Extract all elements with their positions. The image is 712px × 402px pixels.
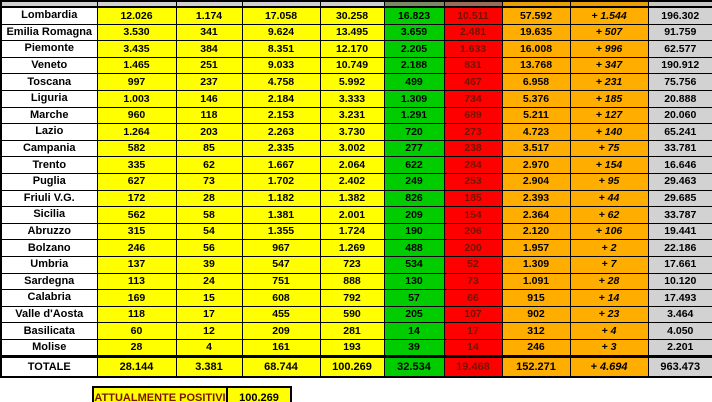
- table-row: [1, 41, 712, 58]
- value-cell: 627: [97, 173, 176, 190]
- value-cell: 1.309: [384, 90, 444, 107]
- totals-row: [1, 357, 712, 378]
- table-row: [1, 306, 712, 323]
- summary-label: ATTUALMENTE POSITIVI: [94, 388, 228, 402]
- value-cell: 1.264: [97, 124, 176, 141]
- value-cell: + 14: [570, 290, 648, 307]
- value-cell: 547: [242, 256, 320, 273]
- value-cell: + 75: [570, 140, 648, 157]
- value-cell: 62: [176, 157, 242, 174]
- value-cell: 12.026: [97, 7, 176, 24]
- value-cell: 2.904: [502, 173, 570, 190]
- value-cell: 2.402: [320, 173, 384, 190]
- value-cell: 17.661: [648, 256, 712, 273]
- value-cell: 1.269: [320, 240, 384, 257]
- value-cell: 65.241: [648, 124, 712, 141]
- value-cell: 29.685: [648, 190, 712, 207]
- value-cell: 73: [176, 173, 242, 190]
- value-cell: 237: [176, 74, 242, 91]
- region-cell: Campania: [1, 140, 97, 157]
- value-cell: 1.382: [320, 190, 384, 207]
- value-cell: 253: [444, 173, 502, 190]
- value-cell: 2.970: [502, 157, 570, 174]
- value-cell: 85: [176, 140, 242, 157]
- value-cell: 335: [97, 157, 176, 174]
- value-cell: + 140: [570, 124, 648, 141]
- value-cell: 312: [502, 323, 570, 340]
- value-cell: 4.723: [502, 124, 570, 141]
- region-cell: Toscana: [1, 74, 97, 91]
- value-cell: 16.823: [384, 7, 444, 24]
- value-cell: 19.468: [444, 357, 502, 378]
- value-cell: 902: [502, 306, 570, 323]
- value-cell: 3.517: [502, 140, 570, 157]
- value-cell: 4.050: [648, 323, 712, 340]
- value-cell: 3.435: [97, 41, 176, 58]
- value-cell: 200: [444, 240, 502, 257]
- value-cell: 15: [176, 290, 242, 307]
- value-cell: 3.659: [384, 24, 444, 41]
- region-cell: Bolzano: [1, 240, 97, 257]
- value-cell: 33.781: [648, 140, 712, 157]
- region-cell: Puglia: [1, 173, 97, 190]
- value-cell: 826: [384, 190, 444, 207]
- value-cell: 73: [444, 273, 502, 290]
- value-cell: 249: [384, 173, 444, 190]
- value-cell: 2.364: [502, 207, 570, 224]
- table-row: [1, 273, 712, 290]
- region-cell: Marche: [1, 107, 97, 124]
- value-cell: 3.231: [320, 107, 384, 124]
- value-cell: 2.335: [242, 140, 320, 157]
- value-cell: + 28: [570, 273, 648, 290]
- value-cell: 28: [176, 190, 242, 207]
- value-cell: 190.912: [648, 57, 712, 74]
- region-cell: Sicilia: [1, 207, 97, 224]
- table-row: [1, 157, 712, 174]
- value-cell: 39: [176, 256, 242, 273]
- table-row: [1, 323, 712, 340]
- value-cell: 2.064: [320, 157, 384, 174]
- value-cell: 57.592: [502, 7, 570, 24]
- value-cell: 590: [320, 306, 384, 323]
- value-cell: 17.493: [648, 290, 712, 307]
- table-row: [1, 223, 712, 240]
- value-cell: 246: [97, 240, 176, 257]
- value-cell: 1.633: [444, 41, 502, 58]
- value-cell: 792: [320, 290, 384, 307]
- value-cell: 17.058: [242, 7, 320, 24]
- value-cell: 1.957: [502, 240, 570, 257]
- value-cell: 3.333: [320, 90, 384, 107]
- value-cell: 203: [176, 124, 242, 141]
- value-cell: 455: [242, 306, 320, 323]
- value-cell: + 4.694: [570, 357, 648, 378]
- value-cell: 734: [444, 90, 502, 107]
- value-cell: 154: [444, 207, 502, 224]
- value-cell: 52: [444, 256, 502, 273]
- value-cell: 17: [176, 306, 242, 323]
- value-cell: 209: [384, 207, 444, 224]
- value-cell: + 185: [570, 90, 648, 107]
- value-cell: 582: [97, 140, 176, 157]
- region-cell: Umbria: [1, 256, 97, 273]
- value-cell: 169: [97, 290, 176, 307]
- value-cell: 3.730: [320, 124, 384, 141]
- value-cell: 341: [176, 24, 242, 41]
- value-cell: 20.060: [648, 107, 712, 124]
- value-cell: 608: [242, 290, 320, 307]
- value-cell: 57: [384, 290, 444, 307]
- value-cell: 152.271: [502, 357, 570, 378]
- value-cell: + 1.544: [570, 7, 648, 24]
- table-row: [1, 256, 712, 273]
- value-cell: 3.530: [97, 24, 176, 41]
- value-cell: 622: [384, 157, 444, 174]
- table-row: [1, 190, 712, 207]
- value-cell: 499: [384, 74, 444, 91]
- value-cell: 10.749: [320, 57, 384, 74]
- region-cell: Calabria: [1, 290, 97, 307]
- value-cell: 251: [176, 57, 242, 74]
- value-cell: 689: [444, 107, 502, 124]
- value-cell: 562: [97, 207, 176, 224]
- value-cell: 1.309: [502, 256, 570, 273]
- table-row: [1, 173, 712, 190]
- value-cell: 56: [176, 240, 242, 257]
- table-row: [1, 74, 712, 91]
- value-cell: 2.184: [242, 90, 320, 107]
- value-cell: 1.465: [97, 57, 176, 74]
- value-cell: + 4: [570, 323, 648, 340]
- value-cell: 960: [97, 107, 176, 124]
- value-cell: 281: [320, 323, 384, 340]
- value-cell: 488: [384, 240, 444, 257]
- value-cell: 1.381: [242, 207, 320, 224]
- value-cell: 4: [176, 339, 242, 357]
- region-cell: Sardegna: [1, 273, 97, 290]
- region-cell: Lazio: [1, 124, 97, 141]
- value-cell: 91.759: [648, 24, 712, 41]
- table-row: [1, 124, 712, 141]
- value-cell: 534: [384, 256, 444, 273]
- value-cell: 19.441: [648, 223, 712, 240]
- value-cell: 2.188: [384, 57, 444, 74]
- value-cell: 1.667: [242, 157, 320, 174]
- value-cell: 185: [444, 190, 502, 207]
- value-cell: 1.003: [97, 90, 176, 107]
- value-cell: 284: [444, 157, 502, 174]
- value-cell: 5.992: [320, 74, 384, 91]
- value-cell: 66: [444, 290, 502, 307]
- region-cell: Lombardia: [1, 7, 97, 24]
- value-cell: 118: [97, 306, 176, 323]
- value-cell: 10.511: [444, 7, 502, 24]
- value-cell: 60: [97, 323, 176, 340]
- value-cell: 963.473: [648, 357, 712, 378]
- value-cell: 146: [176, 90, 242, 107]
- value-cell: 1.182: [242, 190, 320, 207]
- region-cell: Emilia Romagna: [1, 24, 97, 41]
- value-cell: 3.002: [320, 140, 384, 157]
- value-cell: 130: [384, 273, 444, 290]
- value-cell: 831: [444, 57, 502, 74]
- table-row: [1, 290, 712, 307]
- table-row: [1, 207, 712, 224]
- value-cell: 723: [320, 256, 384, 273]
- value-cell: 2.393: [502, 190, 570, 207]
- attualmente-positivi-box: [92, 386, 292, 402]
- value-cell: 5.211: [502, 107, 570, 124]
- value-cell: 30.258: [320, 7, 384, 24]
- table-row: [1, 339, 712, 357]
- value-cell: 17: [444, 323, 502, 340]
- value-cell: 2.153: [242, 107, 320, 124]
- value-cell: 28.144: [97, 357, 176, 378]
- value-cell: 58: [176, 207, 242, 224]
- value-cell: 1.291: [384, 107, 444, 124]
- value-cell: 100.269: [320, 357, 384, 378]
- region-cell: Veneto: [1, 57, 97, 74]
- value-cell: 315: [97, 223, 176, 240]
- value-cell: 39: [384, 339, 444, 357]
- value-cell: 22.186: [648, 240, 712, 257]
- value-cell: 2.001: [320, 207, 384, 224]
- value-cell: + 106: [570, 223, 648, 240]
- value-cell: 29.463: [648, 173, 712, 190]
- value-cell: 68.744: [242, 357, 320, 378]
- value-cell: + 95: [570, 173, 648, 190]
- value-cell: 10.120: [648, 273, 712, 290]
- value-cell: 14: [444, 339, 502, 357]
- value-cell: 720: [384, 124, 444, 141]
- region-cell: Trento: [1, 157, 97, 174]
- value-cell: 3.464: [648, 306, 712, 323]
- value-cell: 14: [384, 323, 444, 340]
- value-cell: 9.033: [242, 57, 320, 74]
- value-cell: 9.624: [242, 24, 320, 41]
- value-cell: 205: [384, 306, 444, 323]
- value-cell: 62.577: [648, 41, 712, 58]
- value-cell: 190: [384, 223, 444, 240]
- value-cell: 28: [97, 339, 176, 357]
- value-cell: 1.174: [176, 7, 242, 24]
- value-cell: 137: [97, 256, 176, 273]
- value-cell: 384: [176, 41, 242, 58]
- value-cell: 5.376: [502, 90, 570, 107]
- value-cell: 16.008: [502, 41, 570, 58]
- value-cell: 24: [176, 273, 242, 290]
- region-cell: Liguria: [1, 90, 97, 107]
- value-cell: 33.787: [648, 207, 712, 224]
- value-cell: + 23: [570, 306, 648, 323]
- region-cell: Valle d'Aosta: [1, 306, 97, 323]
- summary-value: 100.269: [228, 388, 290, 402]
- value-cell: 161: [242, 339, 320, 357]
- value-cell: 12: [176, 323, 242, 340]
- table-row: [1, 240, 712, 257]
- value-cell: 13.495: [320, 24, 384, 41]
- table-row: [1, 107, 712, 124]
- value-cell: 13.768: [502, 57, 570, 74]
- value-cell: 172: [97, 190, 176, 207]
- value-cell: 3.381: [176, 357, 242, 378]
- value-cell: 118: [176, 107, 242, 124]
- value-cell: 1.724: [320, 223, 384, 240]
- value-cell: 196.302: [648, 7, 712, 24]
- value-cell: 206: [444, 223, 502, 240]
- value-cell: 751: [242, 273, 320, 290]
- value-cell: + 127: [570, 107, 648, 124]
- value-cell: 1.355: [242, 223, 320, 240]
- value-cell: + 996: [570, 41, 648, 58]
- value-cell: 888: [320, 273, 384, 290]
- region-cell: Basilicata: [1, 323, 97, 340]
- value-cell: 32.534: [384, 357, 444, 378]
- table-row: [1, 90, 712, 107]
- value-cell: 6.958: [502, 74, 570, 91]
- value-cell: + 347: [570, 57, 648, 74]
- value-cell: 209: [242, 323, 320, 340]
- value-cell: 2.201: [648, 339, 712, 357]
- value-cell: + 231: [570, 74, 648, 91]
- value-cell: 4.758: [242, 74, 320, 91]
- value-cell: + 507: [570, 24, 648, 41]
- value-cell: 19.635: [502, 24, 570, 41]
- value-cell: 16.646: [648, 157, 712, 174]
- table-row: [1, 140, 712, 157]
- value-cell: + 154: [570, 157, 648, 174]
- value-cell: 2.120: [502, 223, 570, 240]
- value-cell: 238: [444, 140, 502, 157]
- value-cell: + 3: [570, 339, 648, 357]
- value-cell: 1.702: [242, 173, 320, 190]
- value-cell: 2.481: [444, 24, 502, 41]
- value-cell: + 44: [570, 190, 648, 207]
- value-cell: 467: [444, 74, 502, 91]
- region-cell: Friuli V.G.: [1, 190, 97, 207]
- value-cell: 915: [502, 290, 570, 307]
- value-cell: 2.205: [384, 41, 444, 58]
- value-cell: + 7: [570, 256, 648, 273]
- value-cell: 113: [97, 273, 176, 290]
- value-cell: 12.170: [320, 41, 384, 58]
- table-row: [1, 24, 712, 41]
- value-cell: 246: [502, 339, 570, 357]
- region-cell: TOTALE: [1, 357, 97, 378]
- value-cell: 1.091: [502, 273, 570, 290]
- value-cell: 277: [384, 140, 444, 157]
- value-cell: 20.888: [648, 90, 712, 107]
- value-cell: 54: [176, 223, 242, 240]
- value-cell: + 62: [570, 207, 648, 224]
- table-row: [1, 57, 712, 74]
- region-cell: Molise: [1, 339, 97, 357]
- value-cell: 193: [320, 339, 384, 357]
- region-cell: Piemonte: [1, 41, 97, 58]
- value-cell: 8.351: [242, 41, 320, 58]
- table-row: [1, 7, 712, 24]
- region-cell: Abruzzo: [1, 223, 97, 240]
- value-cell: 2.263: [242, 124, 320, 141]
- value-cell: 273: [444, 124, 502, 141]
- value-cell: + 2: [570, 240, 648, 257]
- value-cell: 75.756: [648, 74, 712, 91]
- value-cell: 997: [97, 74, 176, 91]
- value-cell: 967: [242, 240, 320, 257]
- value-cell: 107: [444, 306, 502, 323]
